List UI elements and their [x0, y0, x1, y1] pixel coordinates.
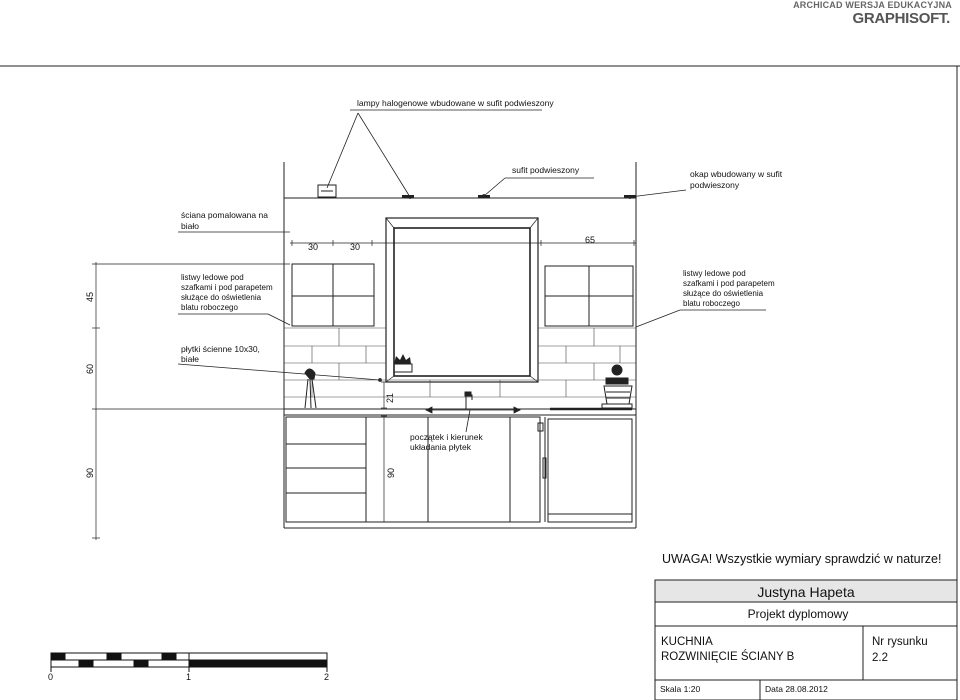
led-right-line2: szafkami i pod parapetem	[683, 279, 775, 288]
wall-note-line1: ściana pomalowana na	[181, 210, 268, 220]
project-type: Projekt dyplomowy	[747, 607, 849, 621]
tile-start-arrow	[426, 407, 520, 432]
drawing-no: 2.2	[872, 652, 888, 664]
stand-mixer	[602, 365, 632, 408]
lamp-leaders	[327, 110, 542, 199]
ceiling-note: sufit podwieszony	[512, 165, 580, 175]
hood-note-line2: podwieszony	[690, 180, 740, 190]
upper-cabinet-right	[545, 266, 633, 326]
room-name: KUCHNIA	[661, 636, 713, 648]
tile-start-line2: układania płytek	[410, 442, 471, 452]
hood-note-line1: okap wbudowany w sufit	[690, 169, 783, 179]
dim-sill: 21	[385, 392, 395, 403]
tiles-leader	[178, 364, 382, 382]
potted-plant	[394, 354, 412, 372]
drawing-no-label: Nr rysunku	[872, 636, 928, 648]
tile-start-line1: początek i kierunek	[410, 432, 483, 442]
dim-inner-base: 90	[386, 467, 396, 478]
led-left-line1: listwy ledowe pod	[181, 273, 244, 282]
window	[386, 218, 538, 382]
wall-outline	[284, 162, 636, 528]
scale-label-1: 1	[186, 672, 192, 682]
led-right-leader	[636, 310, 766, 327]
sheet-title: ROZWINIĘCIE ŚCIANY B	[661, 651, 795, 663]
kitchen-tap	[465, 392, 472, 409]
date-text: Data 28.08.2012	[765, 684, 828, 694]
sheet-frame	[0, 66, 960, 700]
led-left-line2: szafkami i pod parapetem	[181, 283, 273, 292]
dim-gap-a: 30	[308, 242, 319, 252]
led-right-line1: listwy ledowe pod	[683, 269, 746, 278]
dim-upper-cabinets: 45	[85, 291, 95, 302]
lamps-note: lampy halogenowe wbudowane w sufit podwieszony	[357, 98, 554, 108]
led-left-line3: służące do oświetlenia	[181, 293, 262, 302]
ceiling-lamp-1	[318, 185, 336, 197]
tiles-note-line2: białe	[181, 354, 199, 364]
dim-base-cabinets: 90	[85, 467, 95, 478]
dim-backsplash: 60	[85, 363, 95, 374]
juicer-appliance	[305, 369, 316, 408]
wall-note-line2: biało	[181, 221, 199, 231]
ceiling-lamp-3	[478, 195, 490, 198]
warning-note: UWAGA! Wszystkie wymiary sprawdzić w naturze!	[662, 552, 942, 566]
led-right-line4: blatu roboczego	[683, 299, 740, 308]
led-left-line4: blatu roboczego	[181, 303, 238, 312]
ceiling-lamp-4	[624, 195, 636, 198]
upper-cabinet-left	[292, 264, 374, 326]
author-name: Justyna Hapeta	[757, 584, 855, 600]
led-left-leader	[178, 314, 290, 325]
wall-tiles	[284, 328, 636, 397]
scale-label-2: 2	[324, 672, 330, 682]
dim-window-width: 65	[585, 235, 596, 245]
hood-leader	[629, 190, 687, 199]
tiles-note-line1: płytki ścienne 10x30,	[181, 344, 260, 354]
ceiling-leader	[483, 178, 595, 198]
scale-text: Skala 1:20	[660, 684, 701, 694]
scale-bar	[51, 653, 327, 672]
ceiling-lamp-2	[402, 195, 414, 198]
led-right-line3: służące do oświetlenia	[683, 289, 764, 298]
dim-gap-b: 30	[350, 242, 361, 252]
brand-logo: GRAPHISOFT.	[852, 10, 950, 27]
brand-edition: ARCHICAD WERSJA EDUKACYJNA	[793, 0, 952, 10]
scale-label-0: 0	[48, 672, 54, 682]
